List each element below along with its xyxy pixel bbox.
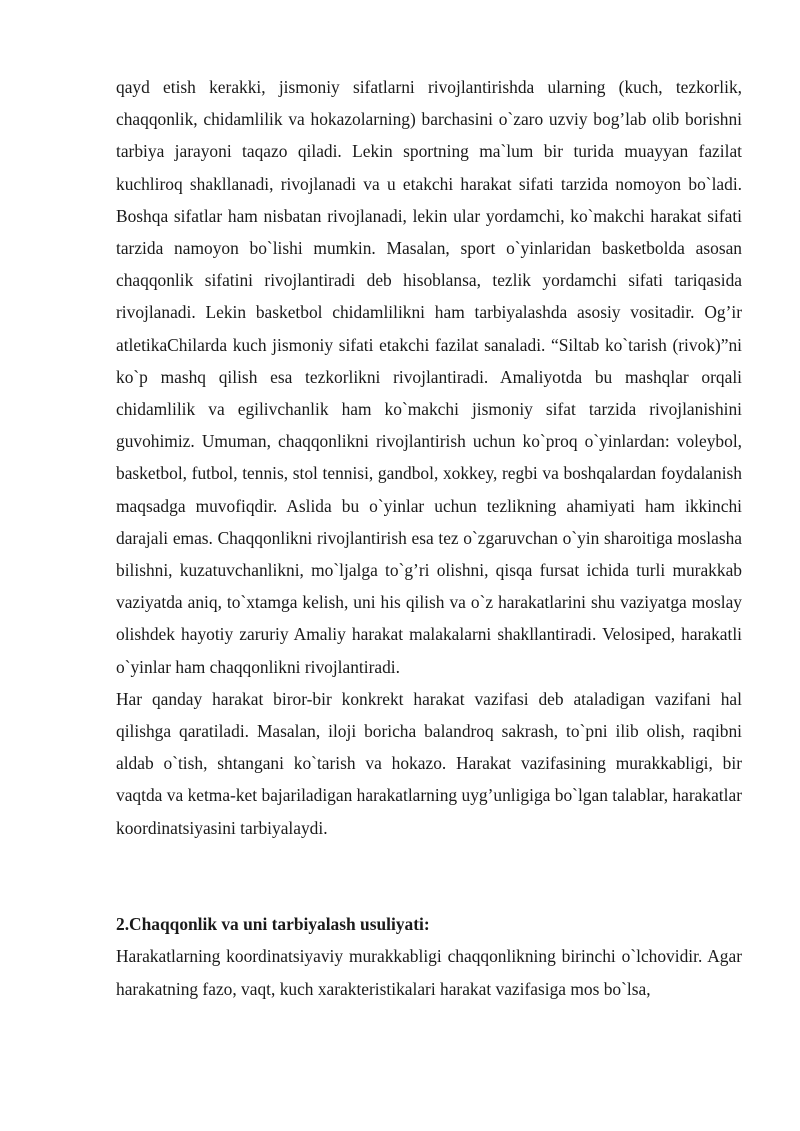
- body-paragraph: qayd etish kerakki, jismoniy sifatlarni rivojlantirishda ularning (kuch, tezkorlik, chaqqonlik, chidamlilik va hokazolarning) barchasini o`zaro uzviy bog’lab olib borishni tarbiya jarayoni taqazo qiladi. Lekin sportning ma`lum bir turida muayyan fazilat kuchliroq shakllanadi, rivojlanadi va u etakchi harakat sifati tarzida nomoyon bo`ladi. Boshqa sifatlar ham nisbatan rivojlanadi, lekin ular yordamchi, ko`makchi harakat sifati tarzida namoyon bo`lishi mumkin. Masalan, sport o`yinlaridan basketbolda asosan chaqqonlik sifatini rivojlantiradi deb hisoblansa, tezlik yordamchi sifati tariqasida rivojlanadi. Lekin basketbol chidamlilikni ham tarbiyalashda asosiy vositadir. Og’ir atletikaChilarda kuch jismoniy sifati etakchi fazilat sanaladi. “Siltab ko`tarish (rivok)”ni ko`p mashq qilish esa tezkorlikni rivojlantiradi. Amaliyotda bu mashqlar orqali chidamlilik va egilivchanlik ham ko`makchi jismoniy sifat tarzida rivojlanishini guvohimiz. Umuman, chaqqonlikni rivojlantirish uchun ko`proq o`yinlardan: voleybol, basketbol, futbol, tennis, stol tennisi, gandbol, xokkey, regbi va boshqalardan foydalanish maqsadga muvofiqdir. Aslida bu o`yinlar uchun tezlikning ahamiyati ham ikkinchi darajali emas. Chaqqonlikni rivojlantirish esa tez o`zgaruvchan o`yin sharoitiga moslasha bilishni, kuzatuvchanlikni, mo`ljalga to`g’ri olishni, qisqa fursat ichida turli murakkab vaziyatda aniq, to`xtamga kelish, uni his qilish va o`z harakatlarini shu vaziyatga moslay olishdek hayotiy zaruriy Amaliy harakat malakalarni shakllantiradi. Velosiped, harakatli o`yinlar ham chaqqonlikni rivojlantiradi.: [116, 77, 742, 677]
- body-paragraph: Harakatlarning koordinatsiyaviy murakkabligi chaqqonlikning birinchi o`lchovidir. Agar harakatning fazo, vaqt, kuch xarakteristikalari harakat vazifasiga mos bo`lsa,: [116, 946, 742, 999]
- section-heading: 2.Chaqqonlik va uni tarbiyalash usuliyati:: [116, 914, 430, 935]
- body-paragraph: Har qanday harakat biror-bir konkrekt harakat vazifasi deb ataladigan vazifani hal qilishga qaratiladi. Masalan, iloji boricha balandroq sakrash, to`pni ilib olish, raqibni aldab o`tish, shtangani ko`tarish va hokazo. Harakat vazifasining murakkabligi, bir vaqtda va ketma-ket bajariladigan harakatlarning uyg’unligiga bo`lgan talablar, harakatlar koordinatsiyasini tarbiyalaydi.: [116, 688, 742, 838]
- document-body: [116, 71, 742, 1005]
- paragraph-spacer: [116, 844, 742, 908]
